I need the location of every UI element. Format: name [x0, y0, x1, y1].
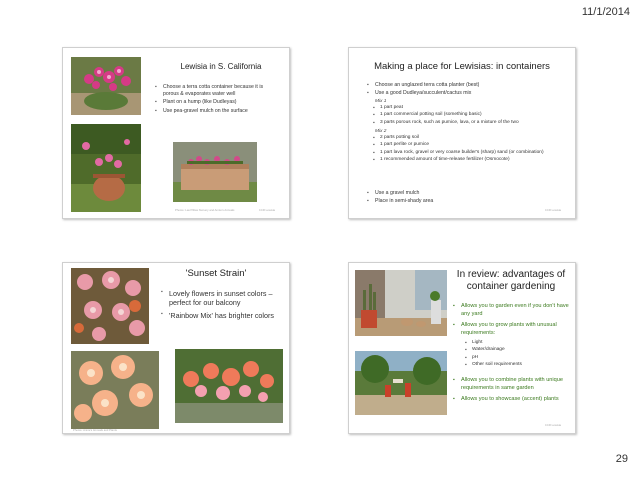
slide-lewisias-in-containers [348, 47, 576, 219]
mix1-items [373, 105, 567, 126]
photo-lewisia-peach-flowers [71, 351, 159, 429]
slide4-bullet-2: ▪ Allows you to grow plants with unusual requirements: [453, 322, 573, 337]
photo-lewisia-rainbow-mix-pot [175, 349, 283, 423]
slide4-sub-4: ▪ Other soil requirements [465, 362, 575, 368]
slide1-bullet-2: ▪ Plant on a hump (like Dudleyas) [155, 99, 273, 106]
slide4-bullet-3: ▪ Allows you to combine plants with unique requirements in same garden [453, 377, 573, 392]
mix1-label: Mix 1 [375, 99, 387, 104]
mix1-item-2: ▪ 1 part commercial potting soil (something basic) [373, 112, 567, 118]
slide2-bullet-1: ▪ Choose an unglazed terra cotta planter (best) [367, 82, 567, 89]
photo-garden-with-containers [355, 351, 447, 415]
photo-lewisia-sunset-strain-cluster [71, 268, 149, 344]
mix2-item-2: ▪ 1 part perlite or pumice [373, 142, 567, 148]
mix2-item-1: ▪ 2 parts potting soil [373, 135, 567, 141]
print-date: 11/1/2014 [581, 6, 630, 18]
slide-lewisia-southern-california [62, 47, 290, 219]
slide-sunset-strain [62, 262, 290, 434]
slide3-bullet-1: ▪ Lovely flowers in sunset colors – perfect for our balcony [161, 289, 285, 307]
slide4-bullet-1: ▪ Allows you to garden even if you don't have any yard [453, 303, 573, 318]
slide4-sub-2: ▪ Water/drainage [465, 347, 575, 353]
photo-lewisia-in-terracotta-pot [71, 124, 141, 212]
slide2-bullet-3: ▪ Use a gravel mulch [367, 190, 567, 197]
mix1-item-3: ▪ 3 parts porous rock, such as pumice, lava, or a mixture of the two [373, 120, 567, 126]
slide4-sub-1: ▪ Light [465, 340, 575, 346]
slide4-requirement-list [465, 340, 575, 369]
slide2-footer: CCR Lewisia [544, 208, 561, 212]
slide3-caption: Photos: Annie's Annuals and Plants [73, 428, 117, 432]
mix2-label: Mix 2 [375, 129, 387, 134]
slide3-title: 'Sunset Strain' [185, 268, 247, 279]
slide2-bullets-bottom [367, 190, 567, 207]
mix1-item-1: ▪ 1 part peat [373, 105, 567, 111]
slide4-bullets-after [453, 377, 573, 405]
slide4-sub-3: ▪ pH [465, 355, 575, 361]
slide1-caption: Photos: Las Pilitas Nursery and Annie's Annuals [175, 208, 235, 212]
slide1-bullet-1: ▪ Choose a terra cotta container because it is porous & evaporates water well [155, 84, 273, 98]
slide-review-container-gardening [348, 262, 576, 434]
slide3-bullet-2: ▪ 'Rainbow Mix' has brighter colors [161, 311, 285, 320]
mix2-item-4: ▪ 1 recommended amount of time-release fertilizer (Osmocote) [373, 157, 567, 163]
slide4-bullets [453, 303, 573, 338]
page-number: 29 [615, 453, 628, 465]
mix2-items [373, 135, 567, 163]
slide2-bullets [367, 82, 567, 99]
slide1-bullet-3: ▪ Use pea-gravel mulch on the surface [155, 108, 273, 115]
photo-patio-container-garden [355, 270, 447, 336]
photo-lewisia-pink-flowers [71, 57, 141, 115]
slide2-title: Making a place for Lewisias: in containers [374, 61, 550, 72]
photo-terracotta-trough-planter [173, 142, 257, 202]
slide3-bullets [161, 289, 285, 321]
slide1-title: Lewisia in S. California [180, 62, 262, 71]
slide2-bullet-2: ▪ Use a good Dudleya/succulent/cactus mix [367, 90, 567, 97]
slide4-footer: CCR Lewisia [544, 423, 561, 427]
slide1-footer: CCR Lewisia [258, 208, 275, 212]
slide2-bullet-4: ▪ Place in semi-shady area [367, 198, 567, 205]
slide4-title: In review: advantages of container gardening [456, 269, 566, 292]
mix2-item-3: ▪ 1 part lava rock, gravel or very coarse builder's (sharp) sand (or combination) [373, 150, 567, 156]
slide4-bullet-4: ▪ Allows you to showcase (accent) plants [453, 396, 573, 404]
slide1-bullets [155, 84, 273, 116]
